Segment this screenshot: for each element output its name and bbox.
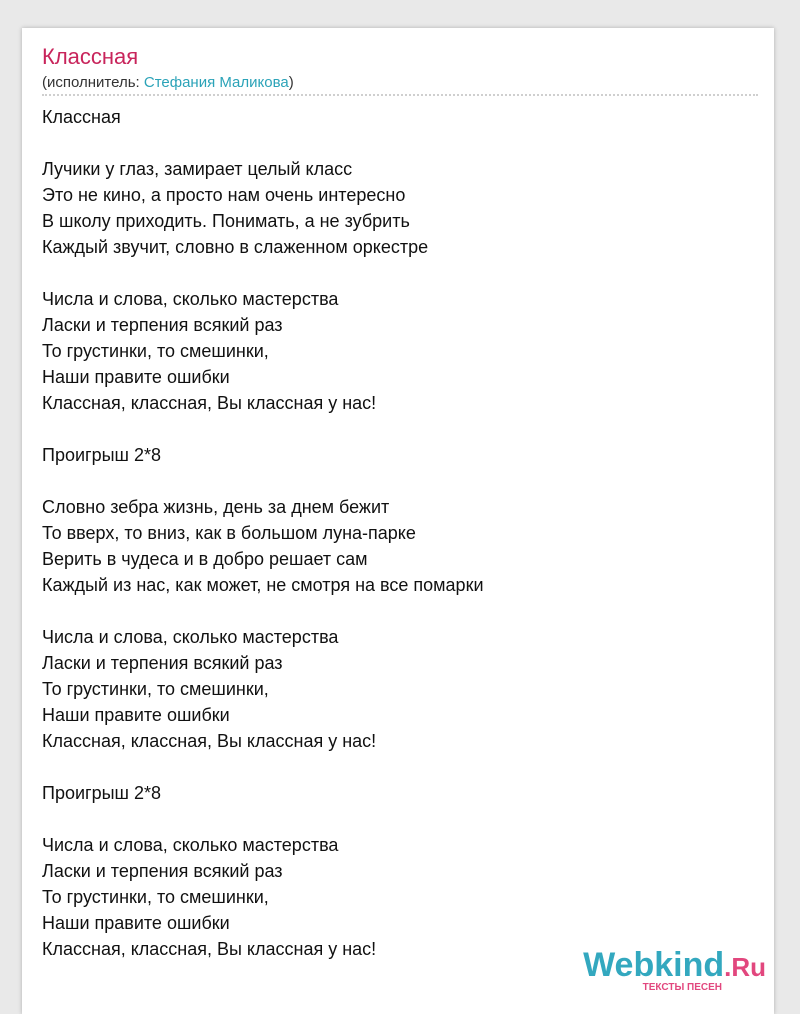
blank-line	[42, 754, 484, 780]
song-title: Классная	[42, 44, 139, 69]
logo-tagline: ТЕКСТЫ ПЕСЕН	[642, 982, 722, 993]
lyric-line: Проигрыш 2*8	[42, 783, 161, 803]
lyric-line: В школу приходить. Понимать, а не зубрить	[42, 211, 410, 231]
artist-line	[42, 74, 294, 91]
blank-line	[42, 130, 484, 156]
lyrics-heading: Классная	[42, 107, 121, 127]
blank-line	[42, 598, 484, 624]
blank-line	[42, 806, 484, 832]
lyric-line: Проигрыш 2*8	[42, 445, 161, 465]
lyric-line: Числа и слова, сколько мастерства	[42, 289, 339, 309]
lyrics-page	[22, 28, 774, 1014]
lyric-line: Наши правите ошибки	[42, 705, 230, 725]
lyric-line: Верить в чудеса и в добро решает сам	[42, 549, 368, 569]
lyric-line: Это не кино, а просто нам очень интересно	[42, 185, 406, 205]
logo-suffix: .Ru	[724, 952, 766, 982]
lyric-line: Ласки и терпения всякий раз	[42, 861, 283, 881]
lyric-line: То грустинки, то смешинки,	[42, 679, 269, 699]
lyric-line: Классная, классная, Вы классная у нас!	[42, 393, 377, 413]
lyric-lines	[42, 156, 484, 962]
lyric-line: Каждый из нас, как может, не смотря на все помарки	[42, 575, 484, 595]
lyric-line: Ласки и терпения всякий раз	[42, 315, 283, 335]
logo-wordmark	[583, 948, 766, 984]
dotted-divider	[42, 94, 758, 96]
lyric-line: Классная, классная, Вы классная у нас!	[42, 731, 377, 751]
blank-line	[42, 468, 484, 494]
lyric-line: Наши правите ошибки	[42, 913, 230, 933]
lyric-line: То грустинки, то смешинки,	[42, 887, 269, 907]
lyric-line: Лучики у глаз, замирает целый класс	[42, 159, 353, 179]
lyric-line: Классная, классная, Вы классная у нас!	[42, 939, 377, 959]
logo-main-text: Webkind	[583, 946, 725, 984]
artist-prefix: (исполнитель:	[42, 74, 144, 91]
lyric-line: То вверх, то вниз, как в большом луна-парке	[42, 523, 416, 543]
lyric-line: Ласки и терпения всякий раз	[42, 653, 283, 673]
lyric-line: То грустинки, то смешинки,	[42, 341, 269, 361]
webkind-logo[interactable]	[583, 948, 766, 993]
lyric-line: Словно зебра жизнь, день за днем бежит	[42, 497, 390, 517]
lyric-line: Каждый звучит, словно в слаженном оркестре	[42, 237, 429, 257]
lyric-line: Числа и слова, сколько мастерства	[42, 627, 339, 647]
blank-line	[42, 260, 484, 286]
artist-link[interactable]: Стефания Маликова	[143, 74, 289, 91]
artist-suffix: )	[288, 74, 294, 91]
lyric-line: Наши правите ошибки	[42, 367, 230, 387]
lyric-line: Числа и слова, сколько мастерства	[42, 835, 339, 855]
blank-line	[42, 416, 484, 442]
lyrics-body	[42, 104, 484, 962]
